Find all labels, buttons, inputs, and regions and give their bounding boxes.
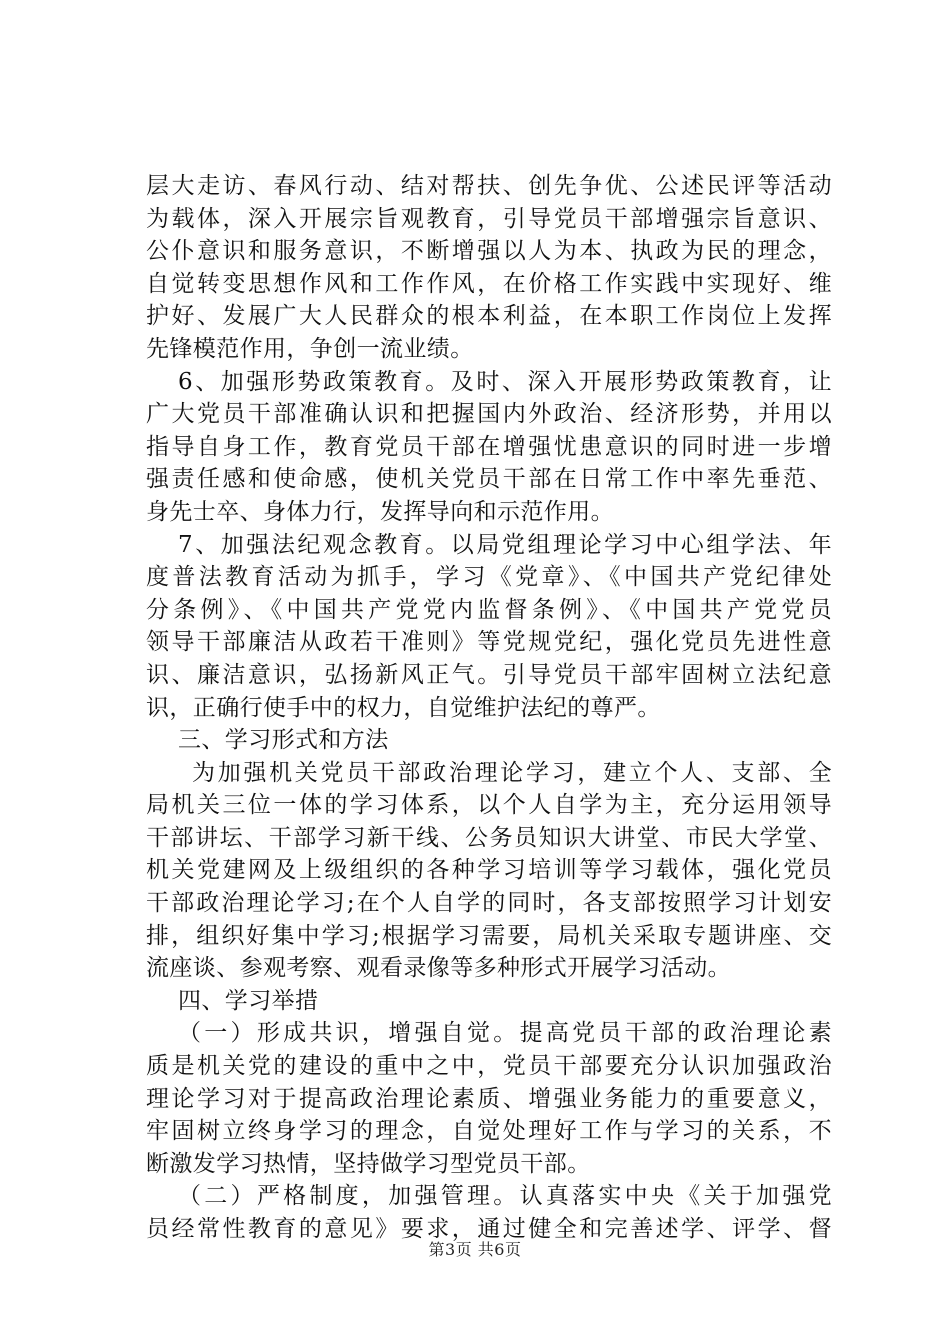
text-line: 分条例》、《中国共产党党内监督条例》、《中国共产党党员 (146, 596, 832, 623)
text-line: 机关党建网及上级组织的各种学习培训等学习载体，强化党员 (146, 857, 832, 884)
paragraph-start-line: 7、加强法纪观念教育。以局党组理论学习中心组学法、年 (178, 531, 832, 558)
text-line: 身先士卒、身体力行，发挥导向和示范作用。 (146, 498, 614, 525)
text-line: 干部政治理论学习;在个人自学的同时，各支部按照学习计划安 (146, 890, 832, 917)
text-line: 为载体，深入开展宗旨观教育，引导党员干部增强宗旨意识、 (146, 205, 832, 232)
text-line: 断激发学习热情，坚持做学习型党员干部。 (146, 1150, 591, 1177)
section-heading: 四、学习举措 (178, 987, 319, 1014)
text-line: 指导自身工作，教育党员干部在增强忧患意识的同时进一步增 (146, 433, 832, 460)
text-line: 理论学习对于提高政治理论素质、增强业务能力的重要意义， (146, 1085, 832, 1112)
text-line: 度普法教育活动为抓手，学习《党章》、《中国共产党纪律处 (146, 564, 832, 591)
text-line: 局机关三位一体的学习体系，以个人自学为主，充分运用领导 (146, 792, 832, 819)
text-line: 识，正确行使手中的权力，自觉维护法纪的尊严。 (146, 694, 661, 721)
text-line: 先锋模范作用，争创一流业绩。 (146, 335, 474, 362)
text-line: 识、廉洁意识，弘扬新风正气。引导党员干部牢固树立法纪意 (146, 661, 832, 688)
section-heading: 三、学习形式和方法 (178, 727, 389, 754)
text-line: 公仆意识和服务意识，不断增强以人为本、执政为民的理念， (146, 238, 832, 265)
text-line: 干部讲坛、干部学习新干线、公务员知识大讲堂、市民大学堂、 (146, 824, 832, 851)
paragraph-start-line: 6、加强形势政策教育。及时、深入开展形势政策教育，让 (178, 368, 832, 395)
text-line: 强责任感和使命感，使机关党员干部在日常工作中率先垂范、 (146, 466, 832, 493)
text-line: 护好、发展广大人民群众的根本利益，在本职工作岗位上发挥 (146, 303, 832, 330)
paragraph-start-line: （二）严格制度，加强管理。认真落实中央《关于加强党 (178, 1183, 832, 1210)
text-line: 领导干部廉洁从政若干准则》等党规党纪，强化党员先进性意 (146, 629, 832, 656)
text-line: 牢固树立终身学习的理念，自觉处理好工作与学习的关系，不 (146, 1118, 832, 1145)
paragraph-start-line: （一）形成共识，增强自觉。提高党员干部的政治理论素 (178, 1020, 832, 1047)
text-line: 层大走访、春风行动、结对帮扶、创先争优、公述民评等活动 (146, 173, 832, 199)
text-line: 广大党员干部准确认识和把握国内外政治、经济形势，并用以 (146, 401, 832, 428)
text-line: 员经常性教育的意见》要求，通过健全和完善述学、评学、督 (146, 1216, 832, 1242)
text-line: 自觉转变思想作风和工作作风，在价格工作实践中实现好、维 (146, 270, 832, 297)
paragraph-start-line: 为加强机关党员干部政治理论学习，建立个人、支部、全 (192, 759, 832, 786)
page-number: 第3页 共6页 (428, 1240, 522, 1259)
text-line: 流座谈、参观考察、观看录像等多种形式开展学习活动。 (146, 955, 731, 982)
text-line: 排，组织好集中学习;根据学习需要，局机关采取专题讲座、交 (146, 922, 832, 949)
document-body (146, 170, 832, 1246)
text-line: 质是机关党的建设的重中之中，党员干部要充分认识加强政治 (146, 1053, 832, 1080)
